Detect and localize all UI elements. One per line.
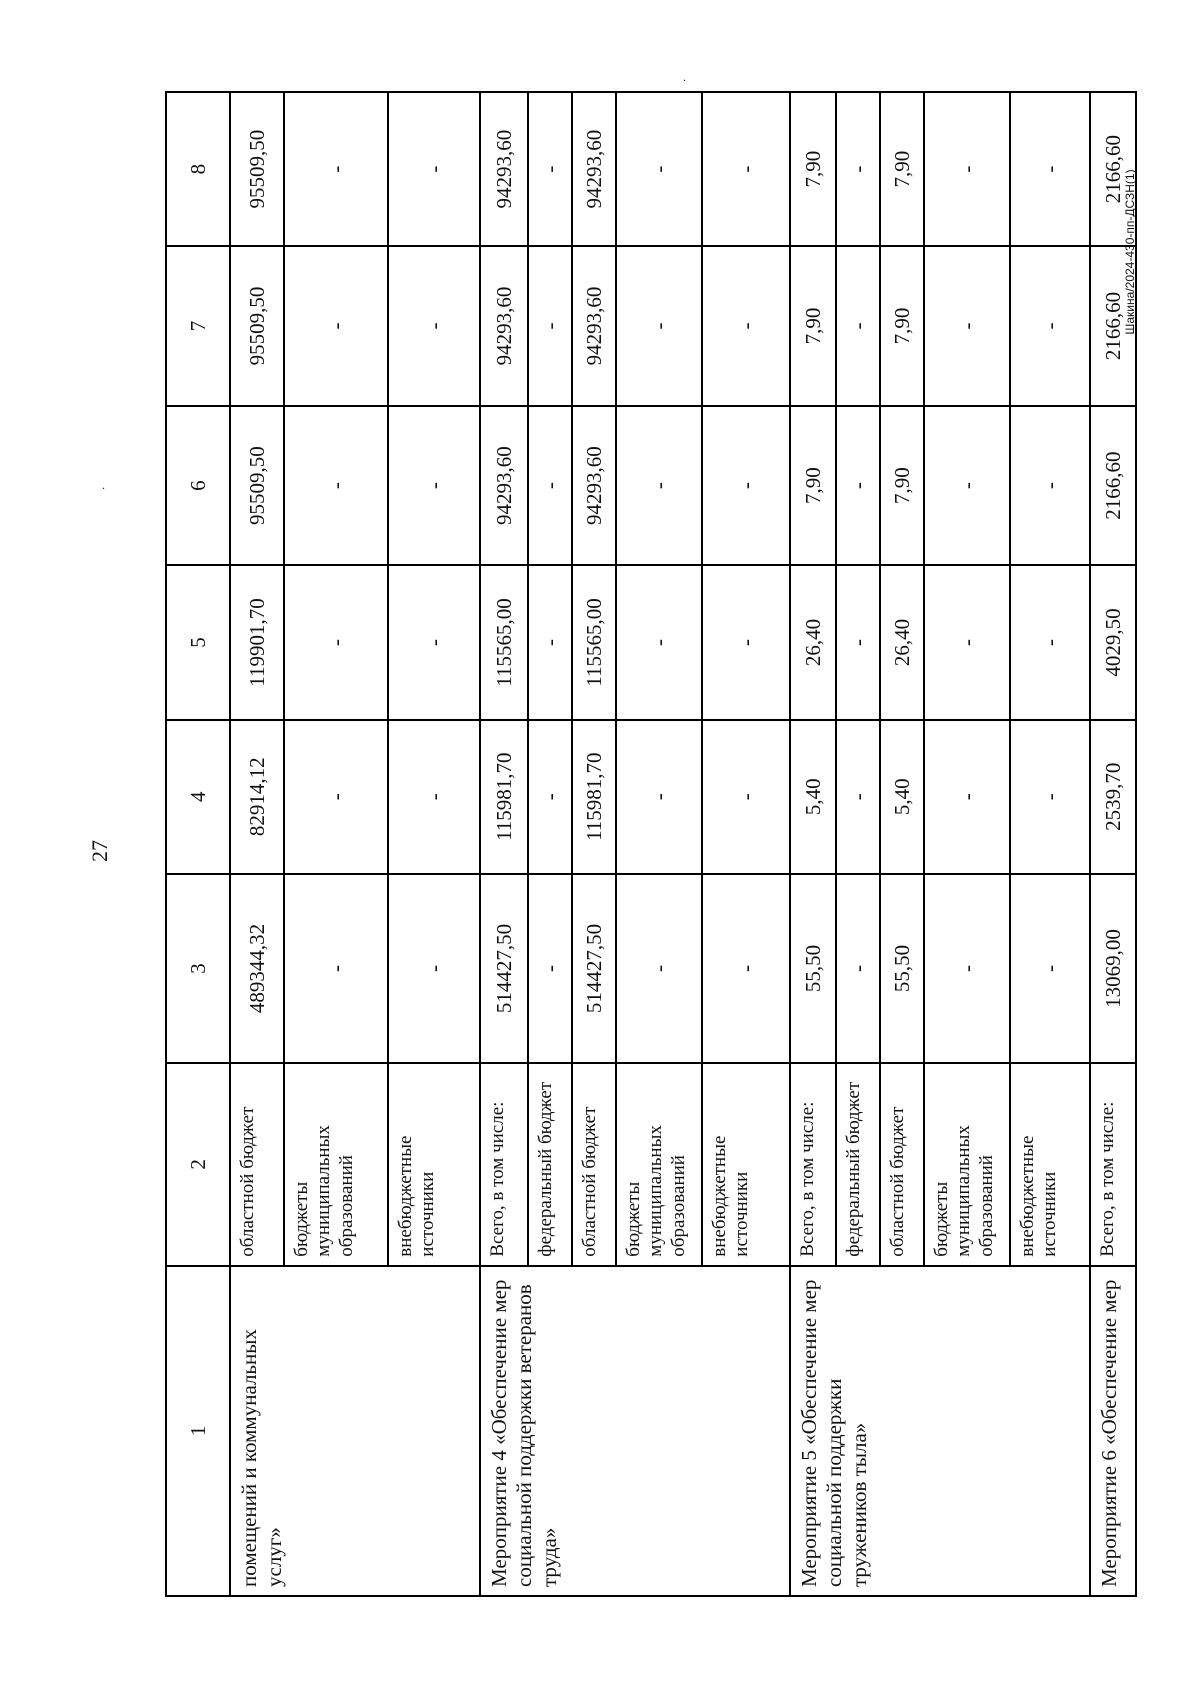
amount-cell: - <box>836 720 880 874</box>
amount-cell: - <box>528 720 572 874</box>
funding-source-cell: Всего, в том числе: <box>480 1063 528 1266</box>
amount-cell: - <box>284 92 388 246</box>
scan-dot: . <box>102 478 105 492</box>
amount-cell: 95509,50 <box>230 246 284 406</box>
amount-cell: - <box>284 720 388 874</box>
amount-cell: 26,40 <box>880 565 924 719</box>
measure-title-cell: помещений и коммунальных услуг» <box>230 1266 480 1596</box>
amount-cell: - <box>616 874 702 1063</box>
table-row <box>1090 92 1136 1596</box>
amount-cell: 119901,70 <box>230 565 284 719</box>
funding-source-cell: бюджеты муниципальных образований <box>616 1063 702 1266</box>
amount-cell: 95509,50 <box>230 92 284 246</box>
amount-cell: - <box>284 565 388 719</box>
amount-cell: - <box>388 565 480 719</box>
amount-cell: 2166,60 <box>1090 406 1136 566</box>
amount-cell: - <box>924 874 1010 1063</box>
budget-table <box>165 91 1137 1597</box>
amount-cell: - <box>1010 406 1090 566</box>
header-cell: 2 <box>166 1063 230 1266</box>
table-row <box>230 92 284 1596</box>
amount-cell: 7,90 <box>880 406 924 566</box>
page-number: 27 <box>87 840 112 862</box>
rotated-table-container <box>165 91 1125 1597</box>
funding-source-cell: бюджеты муниципальных образований <box>924 1063 1010 1266</box>
funding-source-cell: внебюджетные источники <box>388 1063 480 1266</box>
header-cell: 7 <box>166 246 230 406</box>
amount-cell: 115565,00 <box>572 565 616 719</box>
amount-cell: 7,90 <box>790 246 836 406</box>
amount-cell: - <box>1010 565 1090 719</box>
amount-cell: - <box>702 565 790 719</box>
amount-cell: - <box>388 246 480 406</box>
amount-cell: - <box>1010 720 1090 874</box>
amount-cell: 2166,60 <box>1090 92 1136 246</box>
funding-source-cell: Всего, в том числе: <box>790 1063 836 1266</box>
amount-cell: 94293,60 <box>572 406 616 566</box>
amount-cell: - <box>836 92 880 246</box>
document-code: Шакина/2024-430-пп-ДСЗН(1) <box>1123 169 1137 335</box>
amount-cell: - <box>924 565 1010 719</box>
amount-cell: - <box>924 92 1010 246</box>
table-row <box>480 92 528 1596</box>
amount-cell: 514427,50 <box>572 874 616 1063</box>
amount-cell: 4029,50 <box>1090 565 1136 719</box>
funding-source-cell: Всего, в том числе: <box>1090 1063 1136 1266</box>
amount-cell: - <box>924 406 1010 566</box>
amount-cell: 94293,60 <box>572 92 616 246</box>
amount-cell: - <box>1010 92 1090 246</box>
amount-cell: - <box>1010 246 1090 406</box>
amount-cell: - <box>616 246 702 406</box>
amount-cell: - <box>528 406 572 566</box>
header-cell: 4 <box>166 720 230 874</box>
funding-source-cell: федеральный бюджет <box>836 1063 880 1266</box>
amount-cell: 7,90 <box>790 406 836 566</box>
table-row <box>790 92 836 1596</box>
amount-cell: 514427,50 <box>480 874 528 1063</box>
amount-cell: 26,40 <box>790 565 836 719</box>
amount-cell: - <box>702 92 790 246</box>
amount-cell: - <box>702 406 790 566</box>
amount-cell: - <box>528 92 572 246</box>
funding-source-cell: бюджеты муниципальных образований <box>284 1063 388 1266</box>
amount-cell: - <box>616 565 702 719</box>
amount-cell: 82914,12 <box>230 720 284 874</box>
header-cell: 5 <box>166 565 230 719</box>
amount-cell: 55,50 <box>880 874 924 1063</box>
amount-cell: - <box>836 874 880 1063</box>
amount-cell: - <box>616 406 702 566</box>
amount-cell: 115565,00 <box>480 565 528 719</box>
header-row <box>166 92 230 1596</box>
amount-cell: - <box>836 565 880 719</box>
funding-source-cell: внебюджетные источники <box>702 1063 790 1266</box>
scan-dot: . <box>683 70 686 84</box>
amount-cell: - <box>388 406 480 566</box>
amount-cell: - <box>528 874 572 1063</box>
amount-cell: 94293,60 <box>480 246 528 406</box>
funding-source-cell: областной бюджет <box>880 1063 924 1266</box>
amount-cell: 13069,00 <box>1090 874 1136 1063</box>
amount-cell: 7,90 <box>790 92 836 246</box>
amount-cell: 94293,60 <box>480 92 528 246</box>
amount-cell: - <box>284 406 388 566</box>
funding-source-cell: внебюджетные источники <box>1010 1063 1090 1266</box>
amount-cell: 94293,60 <box>480 406 528 566</box>
funding-source-cell: федеральный бюджет <box>528 1063 572 1266</box>
amount-cell: 115981,70 <box>480 720 528 874</box>
amount-cell: 2539,70 <box>1090 720 1136 874</box>
amount-cell: 55,50 <box>790 874 836 1063</box>
header-cell: 1 <box>166 1266 230 1596</box>
amount-cell: - <box>702 874 790 1063</box>
measure-title-cell: Мероприятие 4 «Обеспечение мер социальной поддержки ветеранов труда» <box>480 1266 790 1596</box>
amount-cell: - <box>528 565 572 719</box>
amount-cell: - <box>388 92 480 246</box>
amount-cell: - <box>528 246 572 406</box>
amount-cell: - <box>616 92 702 246</box>
measure-title-cell: Мероприятие 5 «Обеспечение мер социальной поддержки тружеников тыла» <box>790 1266 1090 1596</box>
header-cell: 6 <box>166 406 230 566</box>
amount-cell: - <box>284 874 388 1063</box>
amount-cell: - <box>702 246 790 406</box>
amount-cell: - <box>284 246 388 406</box>
measure-title-cell: Мероприятие 6 «Обеспечение мер <box>1090 1266 1136 1596</box>
funding-source-cell: областной бюджет <box>572 1063 616 1266</box>
table-body <box>166 92 1136 1596</box>
amount-cell: - <box>924 246 1010 406</box>
amount-cell: - <box>836 246 880 406</box>
amount-cell: 94293,60 <box>572 246 616 406</box>
amount-cell: - <box>1010 874 1090 1063</box>
header-cell: 8 <box>166 92 230 246</box>
amount-cell: - <box>616 720 702 874</box>
amount-cell: 2166,60 <box>1090 246 1136 406</box>
amount-cell: - <box>388 874 480 1063</box>
amount-cell: - <box>702 720 790 874</box>
header-cell: 3 <box>166 874 230 1063</box>
funding-source-cell: областной бюджет <box>230 1063 284 1266</box>
amount-cell: 5,40 <box>880 720 924 874</box>
amount-cell: - <box>836 406 880 566</box>
amount-cell: 7,90 <box>880 92 924 246</box>
amount-cell: 115981,70 <box>572 720 616 874</box>
amount-cell: 7,90 <box>880 246 924 406</box>
amount-cell: - <box>924 720 1010 874</box>
amount-cell: 5,40 <box>790 720 836 874</box>
amount-cell: 95509,50 <box>230 406 284 566</box>
amount-cell: 489344,32 <box>230 874 284 1063</box>
amount-cell: - <box>388 720 480 874</box>
